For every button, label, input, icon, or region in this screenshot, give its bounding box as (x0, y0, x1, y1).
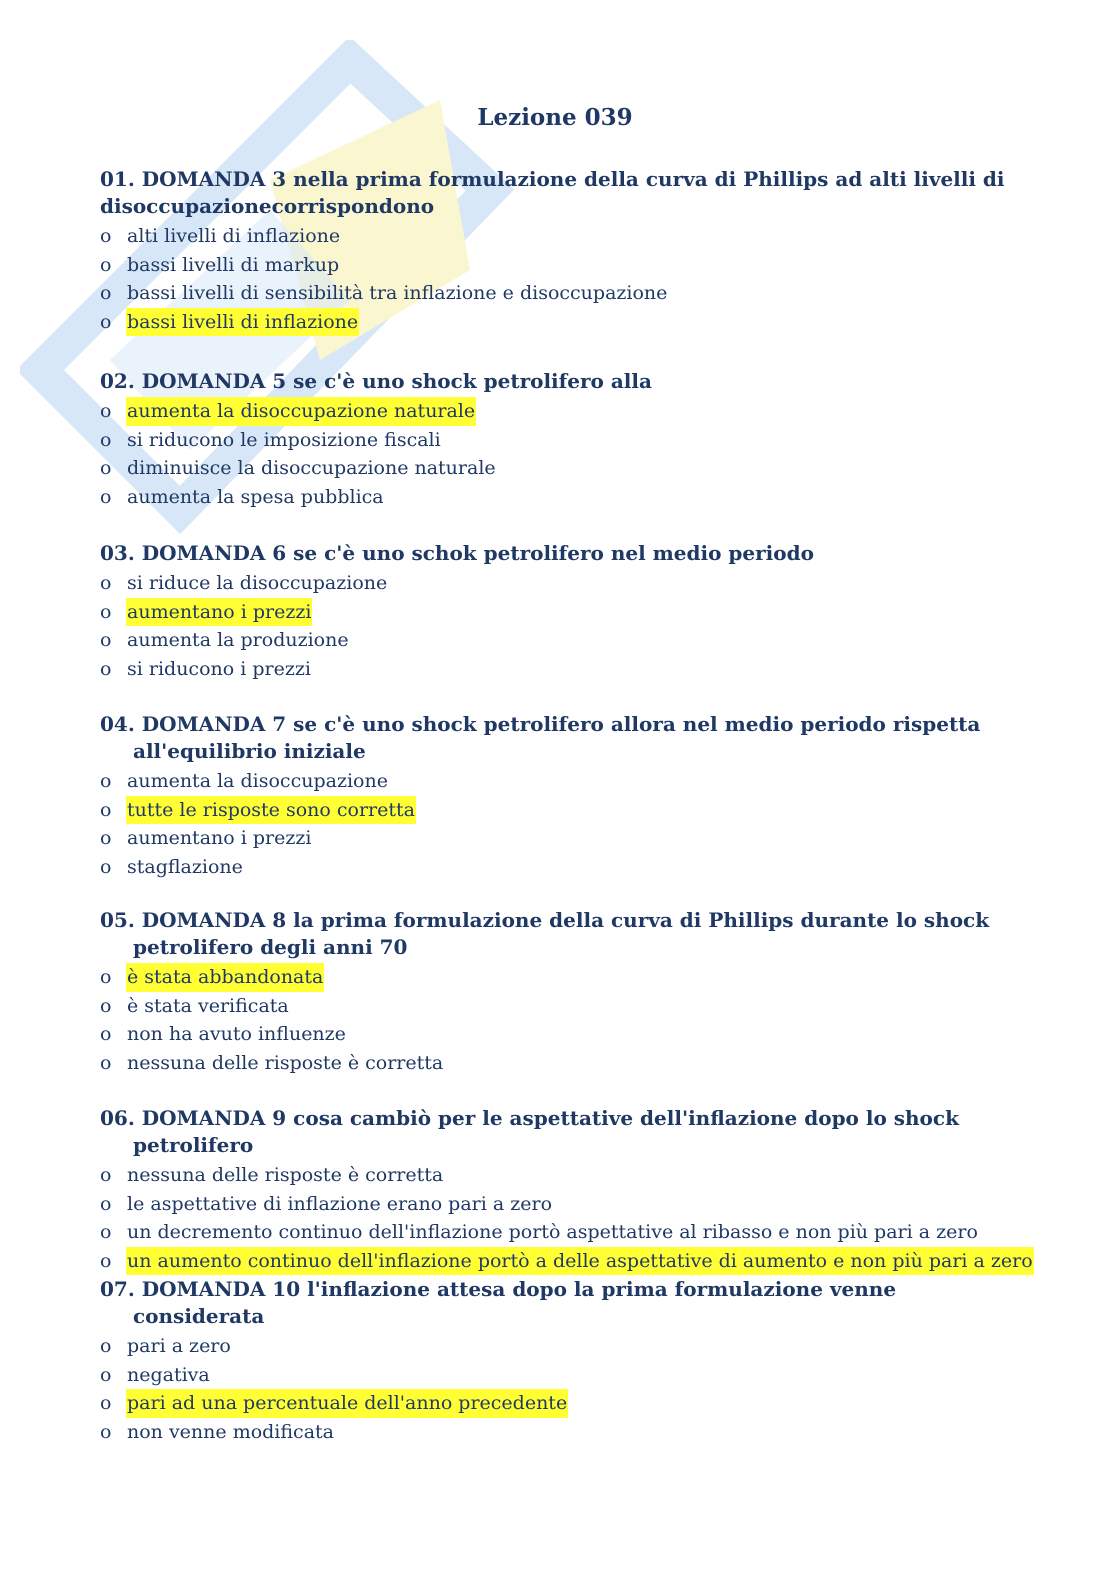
question-block (100, 368, 1020, 511)
answer-option[interactable] (100, 483, 1020, 512)
question-body: DOMANDA 9 cosa cambiò per le aspettative dell'inflazione dopo lo shock petrolifero (133, 1106, 959, 1157)
bullet: o (100, 1023, 112, 1046)
question-body: DOMANDA 5 se c'è uno shock petrolifero alla (141, 369, 652, 393)
bullet: o (100, 657, 112, 680)
question-text (100, 711, 1020, 765)
answer-option[interactable] (100, 853, 1020, 882)
answer-option[interactable] (100, 279, 1020, 308)
bullet: o (100, 994, 112, 1017)
question-number: 02. (100, 369, 135, 393)
question-body: DOMANDA 3 nella prima formulazione della curva di Phillips ad alti livelli di disoccupazionecorrispondono (100, 167, 1005, 218)
answer-option[interactable] (100, 222, 1020, 251)
option-text: non ha avuto influenze (127, 1023, 346, 1046)
option-text: aumenta la produzione (127, 629, 349, 652)
bullet: o (100, 428, 112, 451)
option-text: aumentano i prezzi (127, 827, 312, 850)
answer-option[interactable] (100, 1218, 1020, 1247)
question-number: 04. (100, 712, 135, 736)
answer-option[interactable] (100, 1190, 1020, 1219)
question-block (100, 907, 1020, 1077)
answer-option[interactable] (100, 1049, 1020, 1078)
question-text (100, 540, 1020, 567)
question-number: 07. (100, 1277, 135, 1301)
bullet: o (100, 572, 112, 594)
bullet: o (100, 1221, 112, 1244)
answer-option[interactable] (100, 767, 1020, 796)
bullet: o (100, 827, 112, 850)
bullet: o (100, 1420, 112, 1443)
question-block (100, 1105, 1033, 1275)
option-text: bassi livelli di markup (127, 253, 340, 276)
question-body: DOMANDA 7 se c'è uno shock petrolifero allora nel medio periodo rispetta all'equilibrio iniziale (133, 712, 981, 763)
question-text (100, 1105, 1020, 1159)
answer-option[interactable] (100, 824, 1020, 853)
option-text: un decremento continuo dell'inflazione portò aspettative al ribasso e non più pari a zero (127, 1221, 978, 1244)
question-text (100, 166, 1020, 220)
answer-list (100, 767, 1020, 881)
answer-option[interactable] (100, 1020, 1020, 1049)
answer-option-correct[interactable] (100, 1247, 1033, 1276)
question-block (100, 711, 1020, 881)
bullet: o (100, 966, 112, 988)
option-text-highlighted: aumenta la disoccupazione naturale (126, 397, 476, 426)
option-text-highlighted: un aumento continuo dell'inflazione portò a delle aspettative di aumento e non più pari a zero (126, 1247, 1034, 1276)
answer-list (100, 1161, 1033, 1275)
bullet: o (100, 629, 112, 652)
answer-option[interactable] (100, 1161, 1020, 1190)
option-text-highlighted: è stata abbandonata (126, 963, 324, 992)
option-text: aumenta la disoccupazione (127, 770, 388, 792)
option-text: pari a zero (127, 1335, 231, 1357)
question-body: DOMANDA 10 l'inflazione attesa dopo la prima formulazione venne considerata (133, 1277, 897, 1328)
option-text: si riducono le imposizione fiscali (127, 428, 441, 451)
answer-option-correct[interactable] (100, 796, 1020, 825)
option-text: si riducono i prezzi (127, 657, 311, 680)
option-text: le aspettative di inflazione erano pari a zero (127, 1192, 553, 1215)
answer-option[interactable] (100, 626, 1020, 655)
answer-list (100, 963, 1020, 1077)
answer-option[interactable] (100, 1361, 1020, 1390)
bullet: o (100, 485, 112, 508)
bullet: o (100, 225, 112, 247)
bullet: o (100, 457, 112, 480)
option-text: negativa (127, 1363, 210, 1386)
answer-option[interactable] (100, 1332, 1020, 1361)
option-text: alti livelli di inflazione (127, 225, 341, 247)
bullet: o (100, 400, 112, 422)
question-block (100, 1276, 1020, 1446)
bullet: o (100, 770, 112, 792)
answer-option-correct[interactable] (100, 598, 1020, 627)
answer-list (100, 397, 1020, 511)
bullet: o (100, 282, 112, 305)
question-text (100, 1276, 1020, 1330)
answer-list (100, 222, 1020, 336)
bullet: o (100, 1164, 112, 1186)
question-number: 03. (100, 541, 135, 565)
answer-option[interactable] (100, 569, 1020, 598)
option-text-highlighted: bassi livelli di inflazione (126, 308, 359, 337)
option-text: nessuna delle risposte è corretta (127, 1051, 444, 1074)
page-title: Lezione 039 (477, 104, 633, 131)
question-text (100, 368, 1020, 395)
option-text: si riduce la disoccupazione (127, 572, 388, 594)
question-body: DOMANDA 8 la prima formulazione della curva di Phillips durante lo shock petrolifero degli anni 70 (133, 908, 990, 959)
bullet: o (100, 798, 112, 821)
question-number: 06. (100, 1106, 135, 1130)
bullet: o (100, 1335, 112, 1357)
bullet: o (100, 600, 112, 623)
answer-option[interactable] (100, 251, 1020, 280)
answer-option-correct[interactable] (100, 397, 1020, 426)
bullet: o (100, 1051, 112, 1074)
bullet: o (100, 1249, 112, 1272)
question-block (100, 166, 1020, 336)
option-text: è stata verificata (127, 994, 289, 1017)
answer-option[interactable] (100, 655, 1020, 684)
bullet: o (100, 1392, 112, 1415)
option-text-highlighted: tutte le risposte sono corretta (126, 796, 416, 825)
answer-list (100, 569, 1020, 683)
answer-option-correct[interactable] (100, 1389, 1020, 1418)
question-body: DOMANDA 6 se c'è uno schok petrolifero nel medio periodo (141, 541, 814, 565)
answer-option-correct[interactable] (100, 963, 1020, 992)
answer-option[interactable] (100, 1418, 1020, 1447)
question-number: 05. (100, 908, 135, 932)
bullet: o (100, 1363, 112, 1386)
question-text (100, 907, 1020, 961)
bullet: o (100, 855, 112, 878)
option-text-highlighted: pari ad una percentuale dell'anno precedente (126, 1389, 568, 1418)
question-block (100, 540, 1020, 683)
answer-list (100, 1332, 1020, 1446)
answer-option-correct[interactable] (100, 308, 1020, 337)
bullet: o (100, 310, 112, 333)
option-text-highlighted: aumentano i prezzi (126, 598, 312, 627)
bullet: o (100, 1192, 112, 1215)
option-text: non venne modificata (127, 1420, 334, 1443)
question-number: 01. (100, 167, 135, 191)
option-text: aumenta la spesa pubblica (127, 485, 384, 508)
option-text: bassi livelli di sensibilità tra inflazione e disoccupazione (127, 282, 668, 305)
option-text: stagflazione (127, 855, 243, 878)
option-text: diminuisce la disoccupazione naturale (127, 457, 496, 480)
option-text: nessuna delle risposte è corretta (127, 1164, 444, 1186)
bullet: o (100, 253, 112, 276)
answer-option[interactable] (100, 454, 1020, 483)
answer-option[interactable] (100, 426, 1020, 455)
answer-option[interactable] (100, 992, 1020, 1021)
